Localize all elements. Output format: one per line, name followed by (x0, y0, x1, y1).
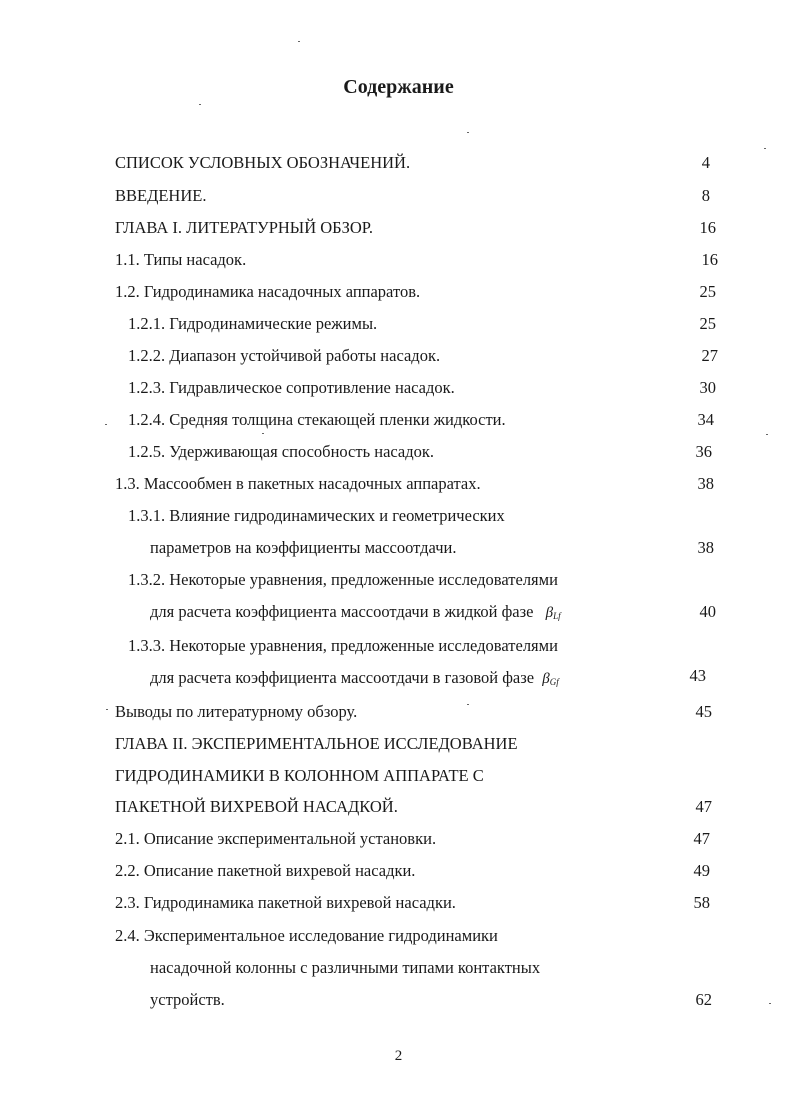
toc-entry-text: для расчета коэффициента массоотдачи в газовой фазе (150, 668, 535, 687)
toc-entry-page: 25 (699, 314, 716, 333)
toc-entry-page: 16 (701, 250, 718, 269)
scan-speck (199, 104, 201, 105)
toc-entry-page: 47 (693, 829, 710, 848)
toc-entry-page: 40 (699, 602, 716, 621)
toc-entry-text: Выводы по литературному обзору. (115, 702, 358, 721)
toc-entry-page: 16 (699, 218, 716, 237)
toc-entry-text: ГИДРОДИНАМИКИ В КОЛОННОМ АППАРАТЕ С (115, 766, 484, 785)
toc-entry-page: 38 (697, 474, 714, 493)
toc-entry-text: ПАКЕТНОЙ ВИХРЕВОЙ НАСАДКОЙ. (115, 797, 398, 816)
toc-entry-text: 2.4. Экспериментальное исследование гидродинамики (115, 926, 498, 945)
toc-entry-text: 1.2.2. Диапазон устойчивой работы насадок. (128, 346, 441, 365)
toc-entry-page: 38 (697, 538, 714, 557)
toc-entry-page: 58 (693, 893, 710, 912)
toc-entry-page: 30 (699, 378, 716, 397)
scan-speck (769, 1003, 771, 1004)
toc-entry-page: 4 (701, 153, 710, 172)
toc-entry-page: 47 (695, 797, 712, 816)
toc-entry-text: ГЛАВА I. ЛИТЕРАТУРНЫЙ ОБЗОР. (115, 218, 374, 237)
scan-speck (106, 709, 108, 710)
toc-entry-text: 1.2.3. Гидравлическое сопротивление насадок. (128, 378, 455, 397)
scan-speck (467, 132, 469, 133)
toc-entry-text: устройств. (150, 990, 225, 1009)
toc-entry-text: параметров на коэффициенты массоотдачи. (150, 538, 457, 557)
toc-entry-page: 25 (699, 282, 716, 301)
beta-symbol: β (542, 671, 550, 687)
beta-symbol: β (545, 605, 554, 621)
page-number: 2 (394, 1048, 403, 1064)
toc-entry-page: 43 (689, 666, 706, 685)
page-title: Содержание (343, 76, 454, 98)
scan-speck (105, 424, 107, 425)
toc-entry-text: 1.3.3. Некоторые уравнения, предложенные исследователями (128, 636, 558, 655)
toc-entry-text: для расчета коэффициента массоотдачи в жидкой фазе (150, 602, 534, 621)
scan-speck (262, 433, 264, 434)
toc-entry-page: 8 (701, 186, 710, 205)
toc-entry-text: СПИСОК УСЛОВНЫХ ОБОЗНАЧЕНИЙ. (115, 153, 411, 172)
toc-entry-text: ГЛАВА II. ЭКСПЕРИМЕНТАЛЬНОЕ ИССЛЕДОВАНИЕ (115, 734, 518, 753)
toc-entry-text: 1.2.4. Средняя толщина стекающей пленки жидкости. (128, 410, 506, 429)
scan-speck (298, 41, 300, 42)
toc-entry-text: 1.3.1. Влияние гидродинамических и геометрических (128, 506, 505, 525)
toc-entry-page: 27 (701, 346, 718, 365)
toc-entry-text-with-symbol (150, 602, 561, 626)
toc-entry-text: 2.3. Гидродинамика пакетной вихревой насадки. (115, 893, 456, 912)
toc-entry-page: 49 (693, 861, 710, 880)
toc-entry-text: 2.2. Описание пакетной вихревой насадки. (115, 861, 416, 880)
toc-entry-text: 1.2. Гидродинамика насадочных аппаратов. (115, 282, 421, 301)
scan-speck (467, 704, 469, 705)
toc-entry-text-with-symbol (150, 668, 559, 692)
beta-subscript: Gf (549, 677, 559, 687)
toc-entry-page: 36 (695, 442, 712, 461)
toc-entry-page: 34 (697, 410, 714, 429)
toc-entry-text: насадочной колонны с различными типами контактных (150, 958, 541, 977)
scan-speck (766, 434, 768, 435)
toc-entry-page: 45 (695, 702, 712, 721)
toc-entry-text: 1.2.1. Гидродинамические режимы. (128, 314, 378, 333)
beta-subscript: Lf (553, 611, 561, 621)
toc-entry-text: 2.1. Описание экспериментальной установки. (115, 829, 437, 848)
toc-entry-page: 62 (695, 990, 712, 1009)
toc-entry-text: 1.3. Массообмен в пакетных насадочных аппаратах. (115, 474, 481, 493)
scan-speck (764, 148, 766, 149)
toc-entry-text: 1.2.5. Удерживающая способность насадок. (128, 442, 435, 461)
toc-entry-text: 1.3.2. Некоторые уравнения, предложенные исследователями (128, 570, 558, 589)
toc-entry-text: 1.1. Типы насадок. (115, 250, 247, 269)
toc-entry-text: ВВЕДЕНИЕ. (115, 186, 207, 205)
